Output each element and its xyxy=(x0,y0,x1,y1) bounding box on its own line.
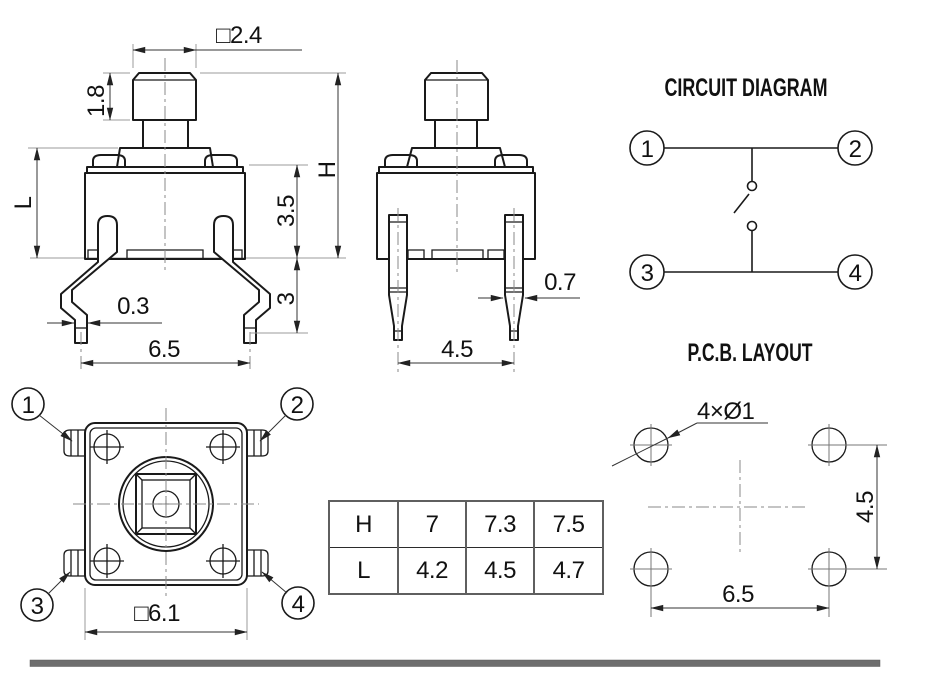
circuit-diagram xyxy=(630,74,872,289)
dim-pin-pitch-label: 6.5 xyxy=(148,336,180,363)
dim-side-pin-pitch-label: 4.5 xyxy=(441,336,473,363)
dim-h-label: H xyxy=(314,161,341,179)
top-view xyxy=(12,388,314,640)
dim-pin-width-label: 0.3 xyxy=(117,293,149,320)
dim-knob-width-label: □2.4 xyxy=(216,22,262,49)
footer-divider-bar xyxy=(30,660,880,667)
size-table-row-h xyxy=(329,501,603,548)
circuit-terminal-3: 3 xyxy=(640,260,654,287)
table-cell: 4.5 xyxy=(466,548,534,595)
top-terminal-2: 2 xyxy=(290,392,304,419)
side-view xyxy=(377,60,535,372)
circuit-terminal-2: 2 xyxy=(848,136,862,163)
dim-pcb-vertical-pitch-label: 4.5 xyxy=(852,491,879,523)
table-cell: 4.2 xyxy=(398,548,466,595)
pcb-layout-title: P.C.B. LAYOUT xyxy=(687,339,813,367)
table-cell: 4.7 xyxy=(534,548,603,595)
size-table-row-l xyxy=(329,548,603,595)
top-terminal-4: 4 xyxy=(291,591,305,618)
circuit-terminal-1: 1 xyxy=(640,136,654,163)
top-terminal-3: 3 xyxy=(30,593,44,620)
dim-knob-height-label: 1.8 xyxy=(83,85,110,117)
top-terminal-1: 1 xyxy=(21,392,35,419)
circuit-terminal-4: 4 xyxy=(848,260,862,287)
side-view-dimensions xyxy=(398,269,580,363)
table-cell-l-label: L xyxy=(329,548,398,595)
dim-l-label: L xyxy=(10,196,37,210)
table-cell: 7.3 xyxy=(466,501,534,548)
dim-body-height-label: 3.5 xyxy=(273,195,300,227)
table-cell: 7.5 xyxy=(534,501,603,548)
table-cell: 7 xyxy=(398,501,466,548)
table-cell-h-label: H xyxy=(329,501,398,548)
size-table xyxy=(328,500,604,595)
dim-side-pin-width-label: 0.7 xyxy=(544,269,576,296)
dim-pin-length-label: 3 xyxy=(273,292,300,306)
dim-pcb-horizontal-pitch-label: 6.5 xyxy=(722,581,754,608)
hole-callout-label: 4×Ø1 xyxy=(697,398,755,425)
pcb-layout xyxy=(612,339,887,617)
circuit-diagram-title: CIRCUIT DIAGRAM xyxy=(664,74,828,102)
dim-body-width-label: □6.1 xyxy=(134,600,180,627)
